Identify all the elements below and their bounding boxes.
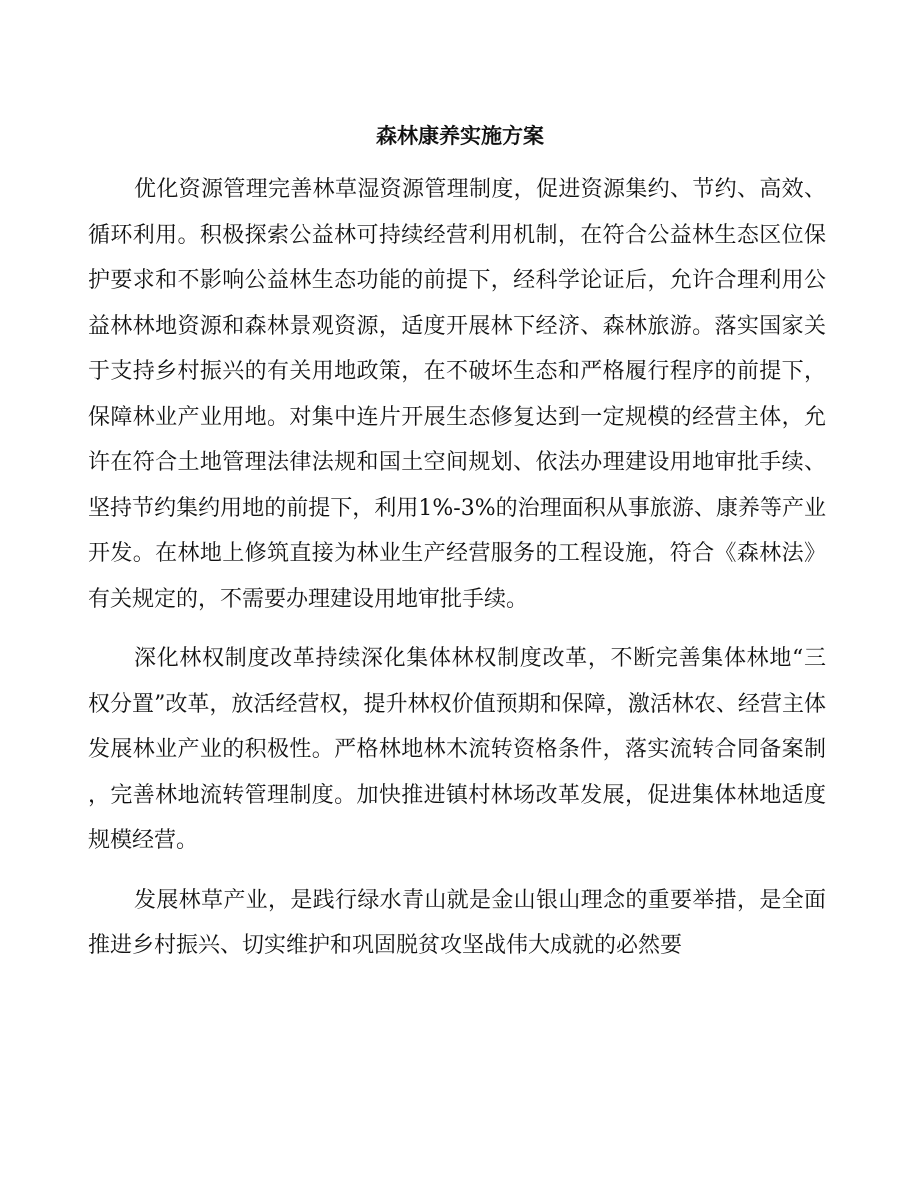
paragraph-forest-rights-reform: 深化林权制度改革持续深化集体林权制度改革，不断完善集体林地“三权分置”改革，放活经营权，提升林权价值预期和保障，激活林农、经营主体发展林业产业的积极性。严格林地林木流转资格条件，落实流转合同备案制，完善林地流转管理制度。加快推进镇村林场改革发展，促进集体林地适度规模经营。 xyxy=(88,646,826,853)
document-title: 森林康养实施方案 xyxy=(376,124,544,148)
paragraph-resource-management: 优化资源管理完善林草湿资源管理制度，促进资源集约、节约、高效、循环利用。积极探索公益林可持续经营利用机制，在符合公益林生态区位保护要求和不影响公益林生态功能的前提下，经科学论证后，允许合理利用公益林林地资源和森林景观资源，适度开展林下经济、森林旅游。落实国家关于支持乡村振兴的有关用地政策，在不破坏生态和严格履行程序的前提下，保障林业产业用地。对集中连片开展生态修复达到一定规模的经营主体，允许在符合土地管理法律法规和国土空间规划、依法办理建设用地审批手续、坚持节约集约用地的前提下，利用1%-3%的治理面积从事旅游、康养等产业开发。在林地上修筑直接为林业生产经营服务的工程设施，符合《森林法》有关规定的，不需要办理建设用地审批手续。 xyxy=(88,177,826,612)
paragraph-forest-industry: 发展林草产业，是践行绿水青山就是金山银山理念的重要举措，是全面推进乡村振兴、切实维护和巩固脱贫攻坚战伟大成就的必然要 xyxy=(88,887,826,958)
document-body xyxy=(88,167,826,969)
